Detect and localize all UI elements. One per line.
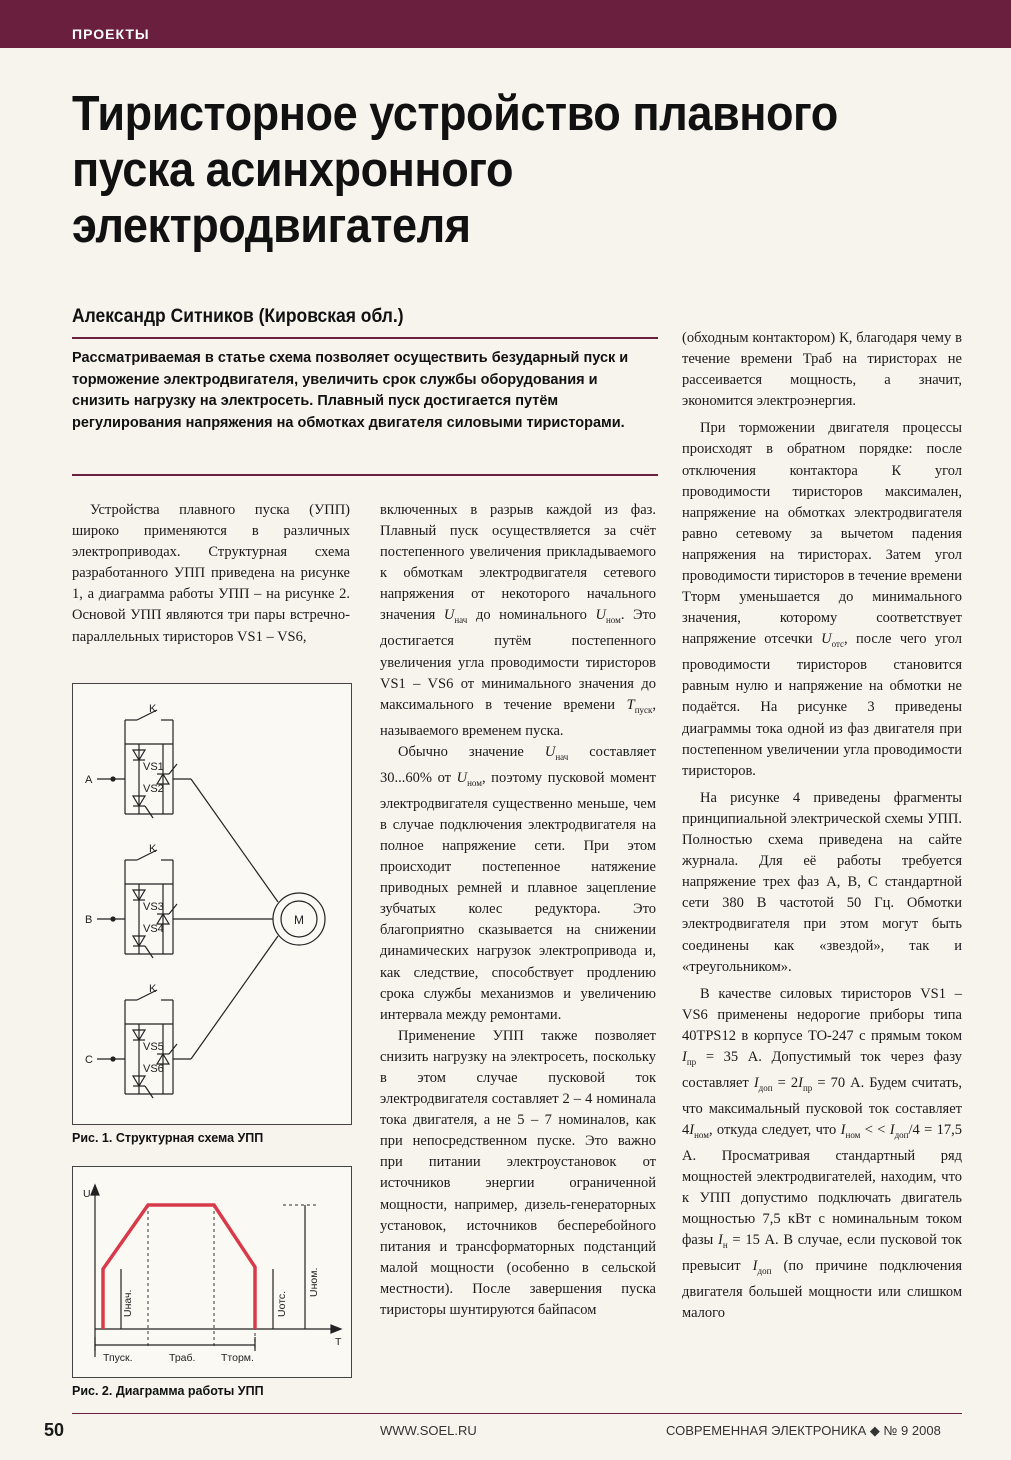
motor-label: M [294, 913, 304, 927]
divider [72, 337, 658, 339]
section-label: ПРОЕКТЫ [72, 26, 150, 42]
vs2-label: VS2 [143, 783, 164, 795]
author: Александр Ситников (Кировская обл.) [72, 306, 404, 327]
vs6-label: VS6 [143, 1063, 164, 1075]
k-label: K [149, 703, 157, 715]
abstract: Рассматриваемая в статье схема позволяет осуществить безударный пуск и торможение электродвигателя, увеличить срок службы оборудования и снизить нагрузку на электросеть. Плавный пуск достигается путём регулирования напряжения на обмотках двигателя силовыми тиристорами. [72, 350, 629, 431]
u-nom-label: Uном. [308, 1267, 320, 1297]
k-label: K [149, 843, 157, 855]
t-pusk-label: Тпуск. [103, 1352, 133, 1364]
text-column-2 [380, 500, 656, 1321]
t-torm-label: Тторм. [221, 1352, 254, 1364]
vs1-label: VS1 [143, 761, 164, 773]
paragraph: (обходным контактором) К, благодаря чему в течение времени Траб на тиристорах не рассеивается мощность, а значит, экономится электроэнергия. [682, 330, 962, 410]
t-rab-label: Траб. [169, 1352, 196, 1364]
vs3-label: VS3 [143, 901, 164, 913]
structural-diagram [73, 684, 351, 1124]
article-title: Тиристорное устройство плавного пуска асинхронного электродвигателя [72, 87, 838, 253]
phase-c-label: C [85, 1054, 93, 1066]
footer-divider [72, 1413, 962, 1414]
figure-1-schematic [72, 683, 352, 1125]
u-nach-label: Uнач. [122, 1289, 134, 1317]
journal-name: СОВРЕМЕННАЯ ЭЛЕКТРОНИКА ◆ № 9 2008 [666, 1423, 941, 1438]
paragraph: При торможении двигателя процессы происходят в обратном порядке: после отключения контактора К угол проводимости тиристоров максимален, напряжение на обмотках электродвигателя равно сетевому за вычетом падения напряжения на тиристорах. Затем угол проводимости тиристоров в течение времени Тторм уменьшается до минимального значения, которому соответствует напряжение отсечки $U_{отс}$, после чего угол проводимости тиристоров становится равным нулю и напряжение на обмотки не подаётся. На рисунке 3 приведены диаграммы тока одной из фаз двигателя при постепенном увеличении угла проводимости тиристоров. [682, 420, 962, 779]
operation-diagram [73, 1167, 351, 1377]
axis-t-label: T [335, 1336, 342, 1348]
figure-1-caption: Рис. 1. Структурная схема УПП [72, 1131, 264, 1145]
vs4-label: VS4 [143, 923, 164, 935]
paragraph: Устройства плавного пуска (УПП) широко применяются в различных электроприводах. Структурная схема разработанного УПП приведена на рисунке 1, а диаграмма работы УПП – на рисунке 2. Основой УПП являются три пары встречно-параллельных тиристоров VS1 – VS6, [72, 502, 350, 645]
figure-2-diagram [72, 1166, 352, 1378]
axis-u-label: U [83, 1188, 91, 1200]
paragraph: В качестве силовых тиристоров VS1 – VS6 применены недорогие приборы типа 40TPS12 в корпусе TO-247 с прямым током $I_{пр} = 35$ А. Допустимый ток через фазу составляет $I_{доп} = 2I_{пр} = 70$ А. Будем считать, что максимальный пусковой ток составляет $4I_{ном}$, откуда следует, что $I_{ном}$ < < $I_{доп}/4 = 17,5$ А. Просматривая стандартный ряд мощностей электродвигателей, находим, что к УПП допустимо подключать двигатель мощностью 7,5 кВт с номинальным током фазы $I_н = 15$ А. В случае, если пусковой ток превысит $I_{доп}$ (по причине подключения двигателя большей мощности или слишком малого [682, 985, 963, 1322]
k-label: K [149, 983, 157, 995]
website-link[interactable]: WWW.SOEL.RU [380, 1423, 477, 1438]
figure-2-caption: Рис. 2. Диаграмма работы УПП [72, 1384, 264, 1398]
u-ots-label: Uотс. [276, 1290, 288, 1317]
text-column-1 [72, 500, 350, 648]
paragraph: включенных в разрыв каждой из фаз. Плавный пуск осуществляется за счёт постепенного увеличения прикладываемого к обмоткам электродвигателя сетевого напряжения от некоторого начального значения $U_{нач}$ до номинального $U_{ном}$. Это достигается путём постепенного увеличения угла проводимости тиристоров VS1 – VS6 от минимального значения до максимального в течение времени $T_{пуск}$, называемого временем пуска. [380, 502, 657, 739]
paragraph: Обычно значение $U_{нач}$ составляет 30...60% от $U_{ном}$, поэтому пусковой момент электродвигателя существенно меньше, чем в случае подключения электродвигателя на полное напряжение сети. При этом происходит постепенное натяжение приводных ремней и плавное зацепление зубчатых колес редуктора. Это благоприятно сказывается на снижении динамических нагрузок электропривода и, как следствие, способствует продлению срока службы механизмов и увеличению интервала между ремонтами. [380, 743, 657, 1023]
paragraph: Применение УПП также позволяет снизить нагрузку на электросеть, поскольку в этом случае пусковой ток электродвигателя составляет 2 – 4 номинала тока двигателя, а не 5 – 7 номиналов, как при непосредственном пуске. Это важно при питании электроустановок от источников энергии ограниченной мощности, например, дизель-генераторных установок, источников бесперебойного питания и трансформаторных подстанций малой мощности (особенно в сельской местности). После завершения пуска тиристоры шунтируются байпасом [380, 1027, 656, 1319]
page-number: 50 [44, 1420, 65, 1440]
phase-a-label: A [85, 774, 93, 786]
text-column-3 [682, 328, 962, 1325]
vs5-label: VS5 [143, 1041, 164, 1053]
divider [72, 474, 658, 476]
section-bar [0, 0, 1011, 48]
paragraph: На рисунке 4 приведены фрагменты принципиальной электрической схемы УПП. Полностью схема приведена на сайте журнала. Для её работы требуется напряжение трех фаз А, В, С стандартной сети 380 В частотой 50 Гц. Обмотки электродвигателя при этом могут быть соединены как «звездой», так и «треугольником». [682, 789, 962, 975]
phase-b-label: B [85, 914, 93, 926]
